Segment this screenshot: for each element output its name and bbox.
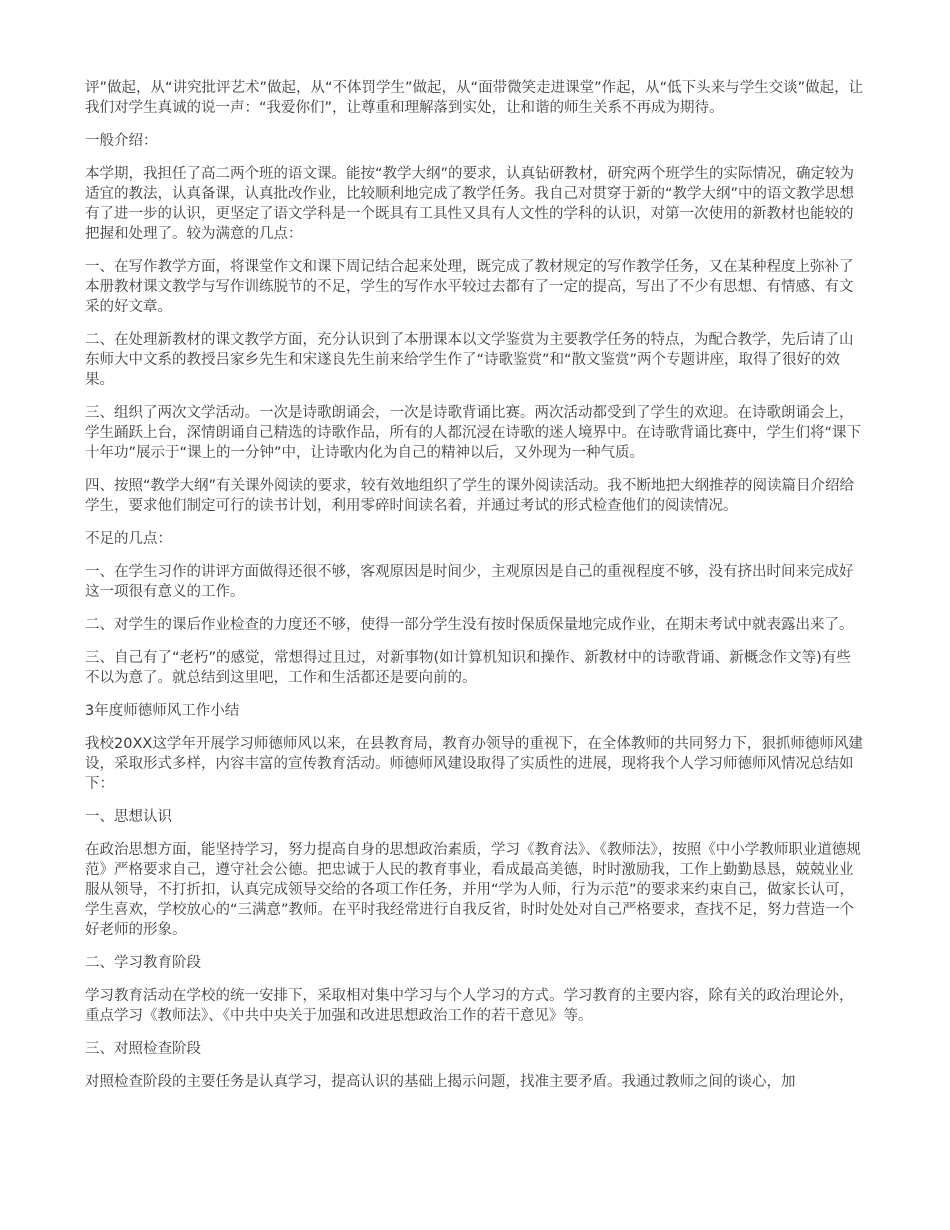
paragraph: 一般介绍：	[85, 133, 158, 149]
paragraph: 一、在学生习作的讲评方面做得还很不够，客观原因是时间少，主观原因是自己的重视程度不够，没有挤出时间来完成好这一项很有意义的工作。	[85, 564, 854, 600]
paragraph: 二、学习教育阶段	[85, 955, 201, 971]
paragraph: 学习教育活动在学校的统一安排下，采取相对集中学习与个人学习的方式。学习教育的主要内容，除有关的政治理论外，重点学习《教师法》、《中共中央关于加强和改进思想政治工作的若干意见》等。	[85, 988, 854, 1024]
paragraph: 评”做起，从“讲究批评艺术”做起，从“不体罚学生”做起，从“面带微笑走进课堂”作起，从“低下头来与学生交谈”做起，让我们对学生真诚的说一声：“我爱你们”，让尊重和理解落到实处，让和谐的师生关系不再成为期待。	[85, 80, 864, 116]
paragraph: 对照检查阶段的主要任务是认真学习，提高认识的基础上揭示问题，找准主要矛盾。我通过教师之间的谈心，加	[85, 1074, 796, 1090]
paragraph: 一、在写作教学方面，将课堂作文和课下周记结合起来处理，既完成了教材规定的写作教学任务，又在某种程度上弥补了本册教材课文教学与写作训练脱节的不足，学生的写作水平较过去都有了一定的提高，写出了不少有思想、有情感、有文采的好文章。	[85, 259, 854, 315]
paragraph: 二、在处理新教材的课文教学方面，充分认识到了本册课本以文学鉴赏为主要教学任务的特点，为配合教学，先后请了山东师大中文系的教授吕家乡先生和宋遂良先生前来给学生作了“诗歌鉴赏”和“散文鉴赏”两个专题讲座，取得了很好的效果。	[85, 332, 854, 388]
paragraph: 我校20XX这学年开展学习师德师风以来，在县教育局，教育办领导的重视下，在全体教师的共同努力下，狠抓师德师风建设，采取形式多样，内容丰富的宣传教育活动。师德师风建设取得了实质性的进展，现将我个人学习师德师风情况总结如下：	[85, 736, 863, 792]
paragraph: 四、按照“教学大纲”有关课外阅读的要求，较有效地组织了学生的课外阅读活动。我不断地把大纲推荐的阅读篇目介绍给学生，要求他们制定可行的读书计划，利用零碎时间读名着，并通过考试的形式检查他们的阅读情况。	[85, 478, 855, 514]
paragraph: 不足的几点：	[85, 531, 172, 547]
paragraph: 本学期，我担任了高二两个班的语文课。能按“教学大纲”的要求，认真钻研教材，研究两个班学生的实际情况，确定较为适宜的教法，认真备课，认真批改作业，比较顺利地完成了教学任务。我自己对贯穿于新的“教学大纲”中的语文教学思想有了进一步的认识，更坚定了语文学科是一个既具有工具性又具有人文性的学科的认识，对第一次使用的新教材也能较的把握和处理了。较为满意的几点：	[85, 166, 855, 242]
paragraph: 3年度师德师风工作小结	[85, 703, 240, 719]
paragraph: 三、对照检查阶段	[85, 1041, 201, 1057]
paragraph: 一、思想认识	[85, 809, 172, 825]
paragraph: 二、对学生的课后作业检查的力度还不够，使得一部分学生没有按时保质保量地完成作业，在期末考试中就表露出来了。	[85, 617, 854, 633]
paragraph: 在政治思想方面，能坚持学习，努力提高自身的思想政治素质，学习《教育法》、《教师法》，按照《中小学教师职业道德规范》严格要求自己，遵守社会公德。把忠诚于人民的教育事业，看成最高美德，时时激励我，工作上勤勤恳恳，兢兢业业服从领导，不打折扣，认真完成领导交给的各项工作任务，并用“学为人师，行为示范”的要求来约束自己，做家长认可，学生喜欢，学校放心的“三满意”教师。在平时我经常进行自我反省，时时处处对自己严格要求，查找不足，努力营造一个好老师的形象。	[85, 842, 861, 938]
paragraph: 三、自己有了“老朽”的感觉，常想得过且过，对新事物(如计算机知识和操作、新教材中的诗歌背诵、新概念作文等)有些不以为意了。就总结到这里吧，工作和生活都还是要向前的。	[85, 650, 851, 686]
document-body	[85, 78, 865, 1092]
paragraph: 三、组织了两次文学活动。一次是诗歌朗诵会，一次是诗歌背诵比赛。两次活动都受到了学生的欢迎。在诗歌朗诵会上，学生踊跃上台，深情朗诵自己精选的诗歌作品，所有的人都沉浸在诗歌的迷人境界中。在诗歌背诵比赛中，学生们将“课下十年功”展示于“课上的一分钟”中，让诗歌内化为自己的精神以后，又外现为一种气质。	[85, 405, 862, 461]
